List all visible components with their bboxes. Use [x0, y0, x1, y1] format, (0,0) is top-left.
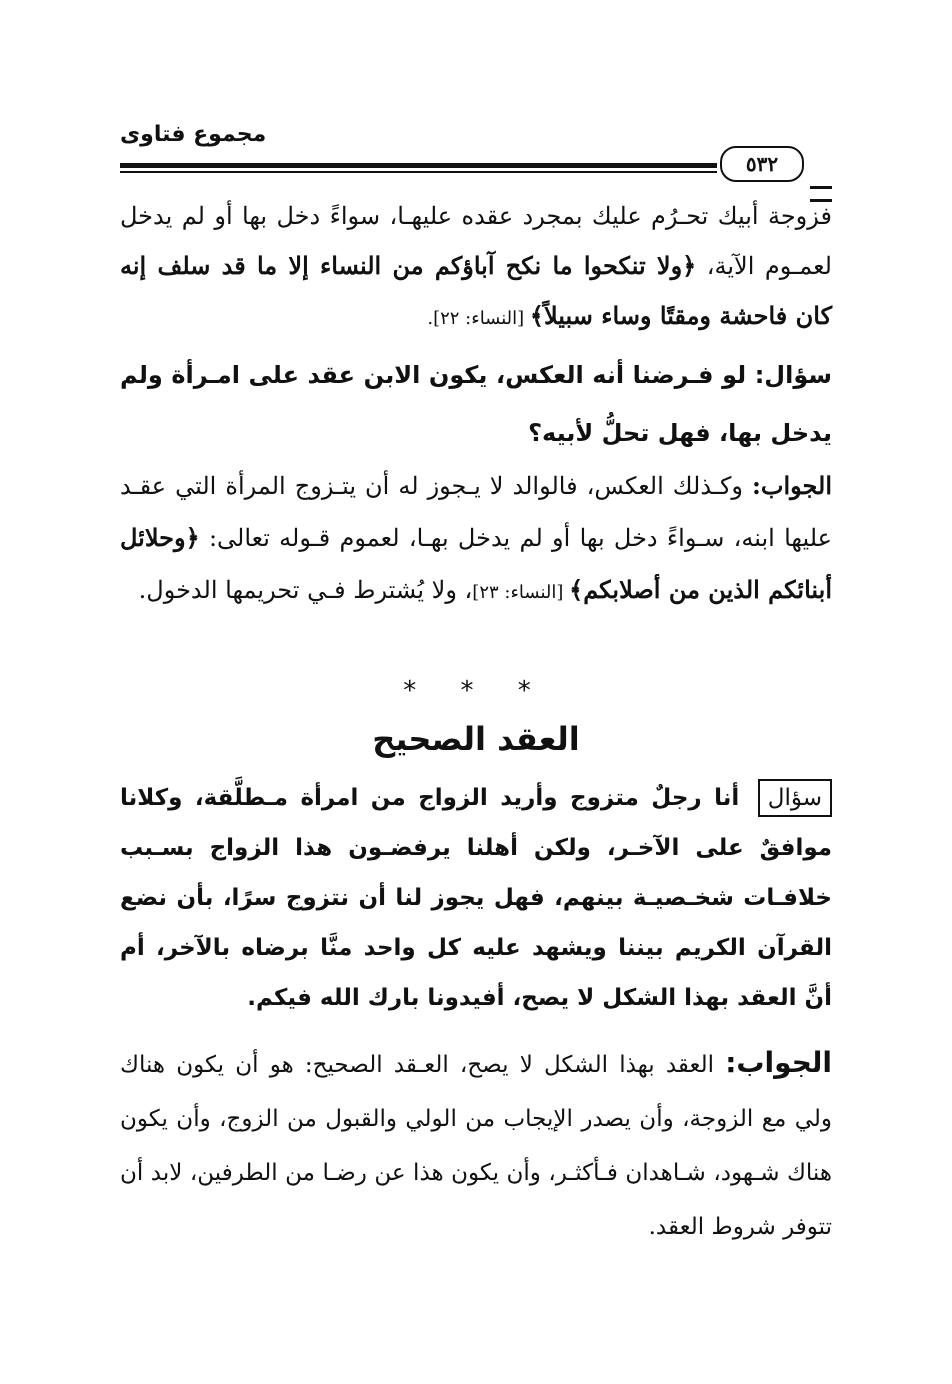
answer-paragraph-2 — [120, 1036, 832, 1254]
paragraph-text: فزوجة أبيك تحـرُم عليك بمجرد عقده عليهـا، سواءً دخل بها أو لم يدخل لعمـوم الآية، — [120, 202, 832, 280]
answer-text-2: العقد بهذا الشكل لا يصح، العـقد الصحيح: هو أن يكون هناك ولي مع الزوجة، وأن يصدر الإيجاب من الولي والقبول من الزوج، وأن يكون هناك شـهود، شـاهدان فـأكثـر، وأن يكون هذا عن رضـا من الطرفين، لابد أن تتوفر شروط العقد. — [120, 1052, 832, 1240]
question-text-2: أنا رجلٌ متزوج وأريد الزواج من امرأة مـطلَّقة، وكلانا موافقٌ على الآخـر، ولكن أهلنا يرفضـون هذا الزواج بسـبب خلافـات شخـصيـة بينهم، فهل يجوز لنا أن نتزوج سرًا، بأن نضع القرآن الكريم بيننا ويشهد عليه كل واحد منَّا برضاه بالآخر، أم أنَّ العقد بهذا الشكل لا يصح، أفيدونا بارك الله فيكم. — [120, 785, 832, 1011]
book-title: مجموع فتاوى — [120, 122, 267, 147]
answer-label: الجواب: — [752, 471, 832, 500]
answer-paragraph — [120, 460, 832, 619]
page-number-area — [717, 146, 832, 180]
answer-text-end: ، ولا يُشترط فـي تحريمها الدخول. — [138, 576, 473, 604]
question-label-box: سؤال — [758, 779, 832, 817]
quran-verse: ﴿ولا تنكحوا ما نكح آباؤكم من النساء إلا ما قد سلف إنه كان فاحشة ومقتًا وساء سبيلاً﴾ — [120, 251, 832, 330]
page-number: ٥٣٢ — [720, 146, 804, 182]
verse-reference: [النساء: ٢٣] — [472, 582, 570, 603]
question-paragraph-2 — [120, 773, 832, 1023]
section-separator: * * * — [403, 676, 549, 706]
paragraph-continuation — [120, 192, 832, 343]
section-title: العقد الصحيح — [372, 720, 580, 758]
answer-label-2: الجواب: — [725, 1046, 832, 1079]
verse-reference: [النساء: ٢٢]. — [427, 308, 530, 329]
question-text: سؤال: لو فـرضنا أنه العكس، يكون الابن عقد على امـرأة ولم يدخل بها، فهل تحلُّ لأبيه؟ — [120, 361, 832, 447]
question-paragraph — [120, 346, 832, 462]
answer-text: وكـذلك العكس، فالوالد لا يـجوز له أن يتـزوج المرأة التي عقـد عليها ابنه، سـواءً دخل بها أو لم يدخل بهـا، لعموم قـوله تعالى: — [120, 472, 832, 552]
quran-verse: ﴿وحلائل أبنائكم الذين من أصلابكم﴾ — [120, 523, 832, 604]
page-header — [120, 118, 832, 178]
